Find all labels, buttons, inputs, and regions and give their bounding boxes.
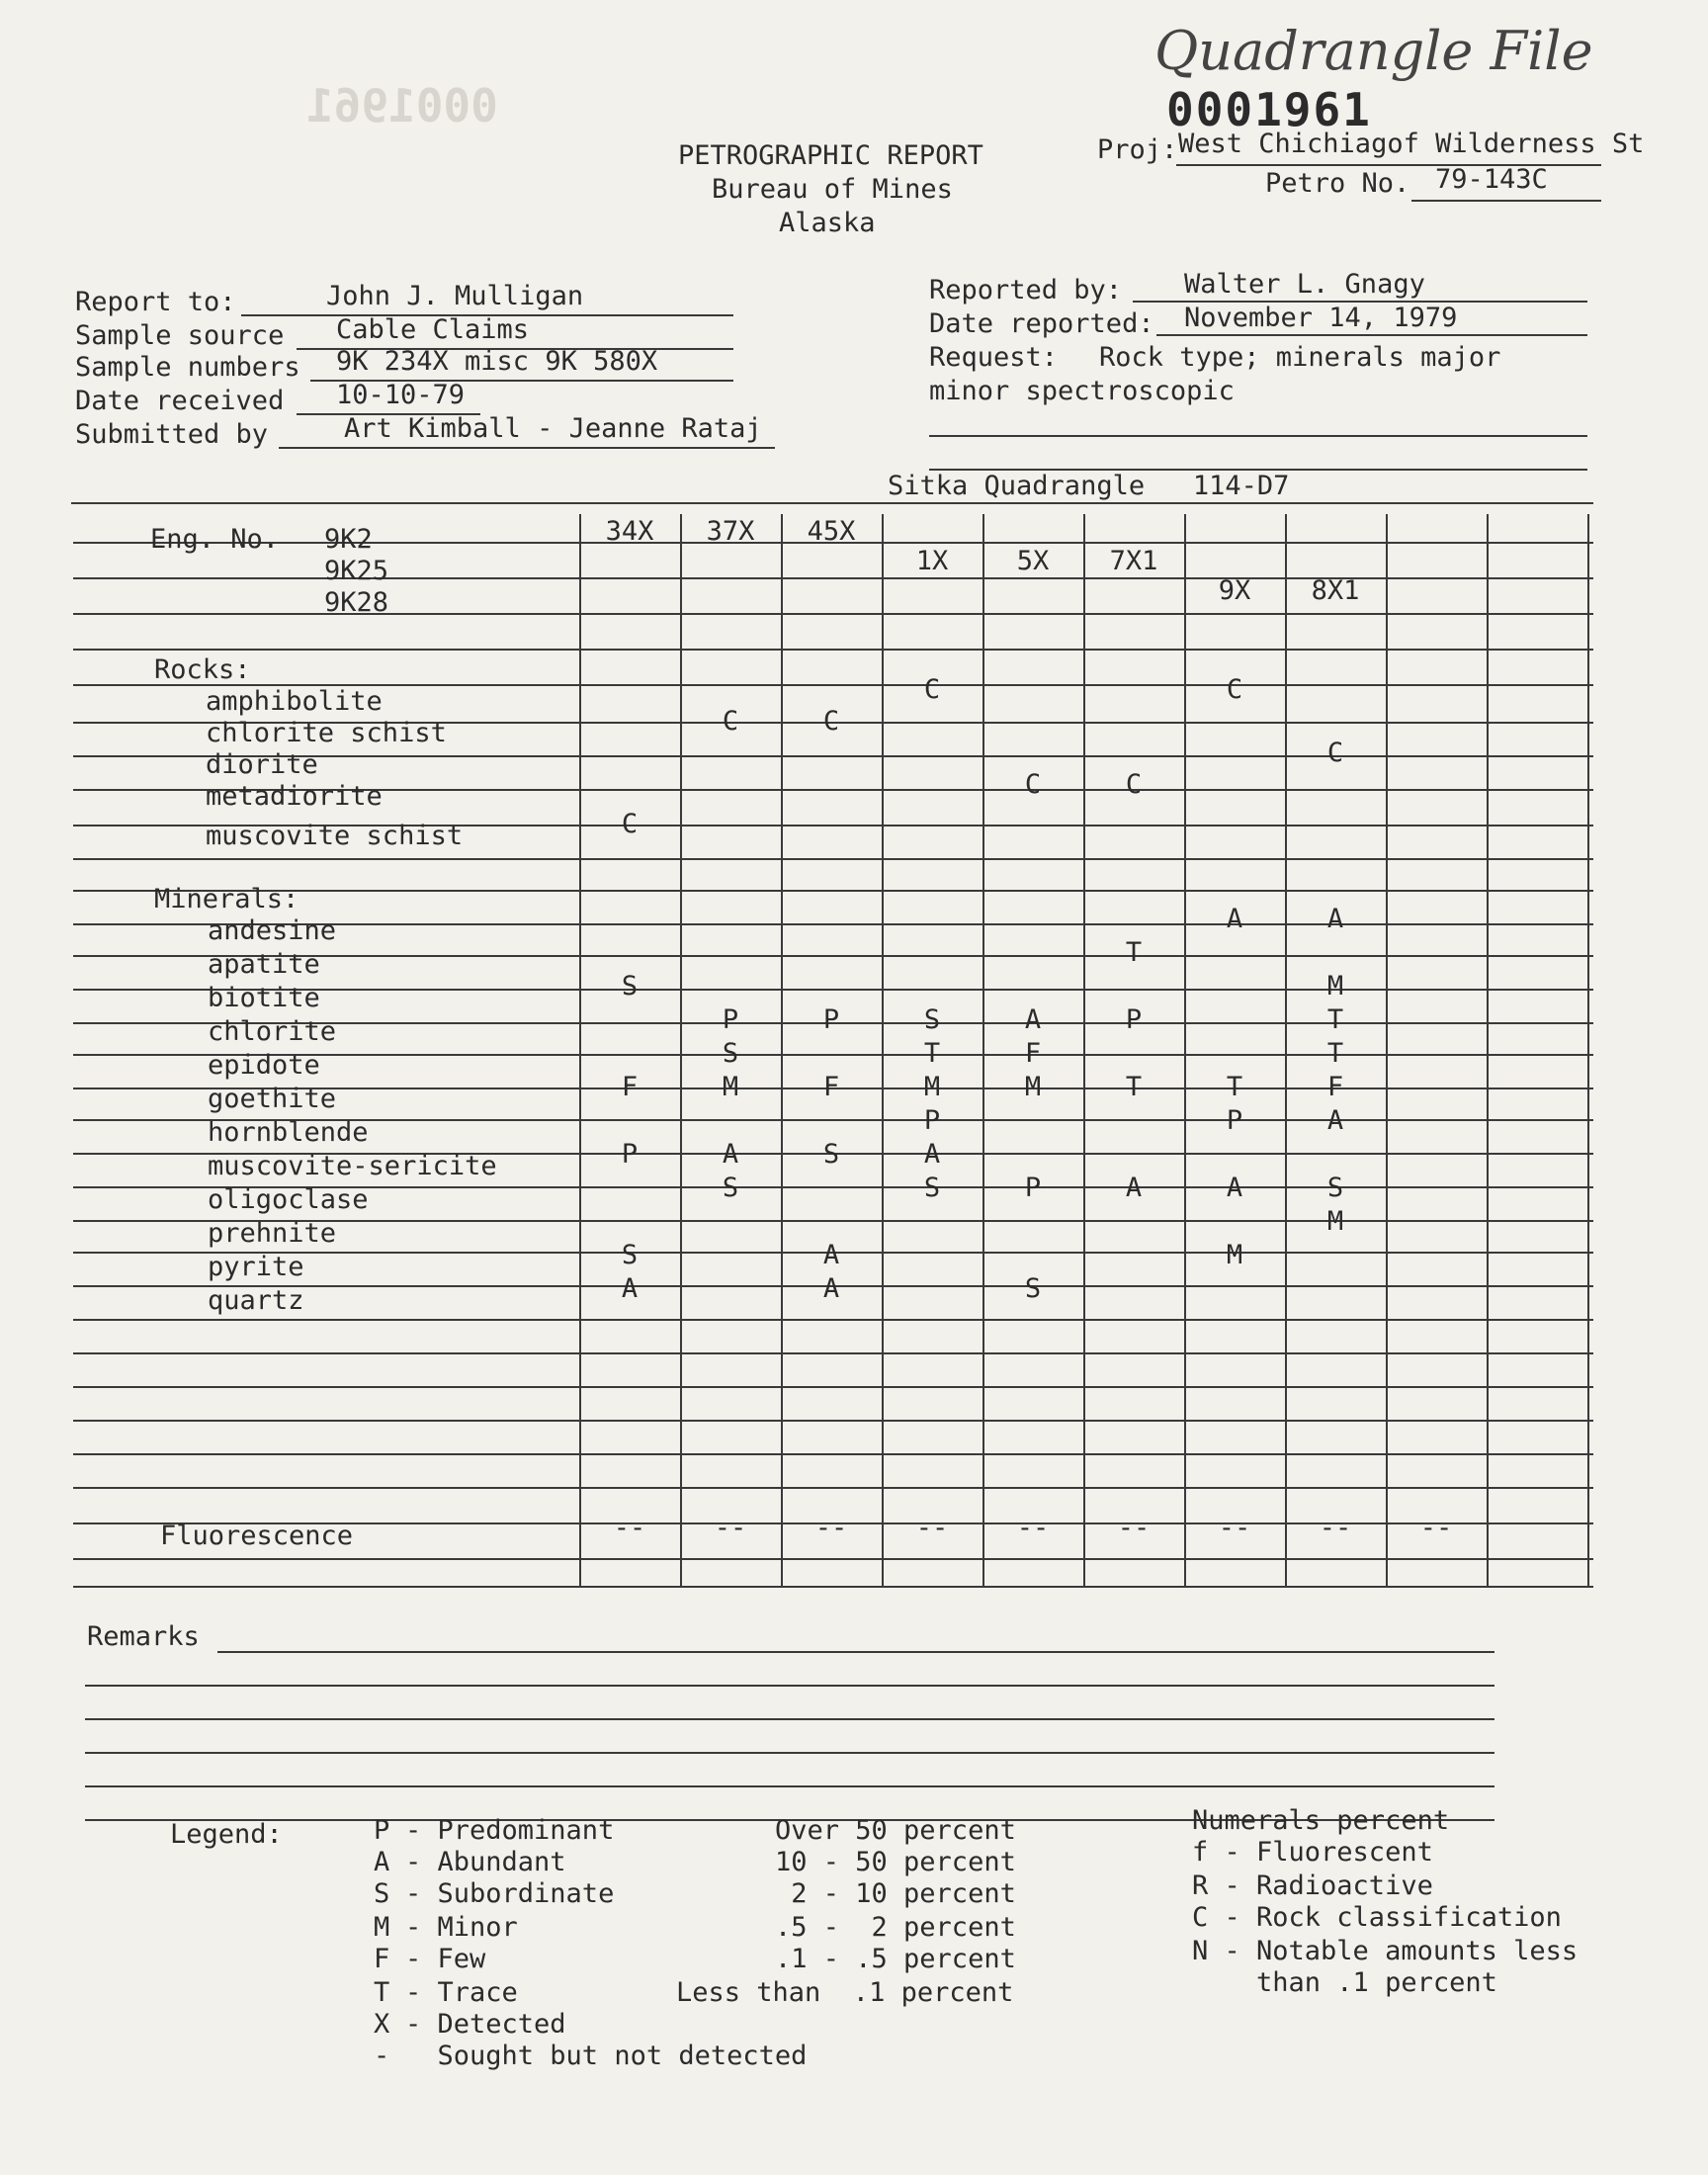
mineral-value: A <box>722 1139 739 1170</box>
petro-label: Petro No. <box>1265 168 1410 199</box>
field-underline <box>1156 334 1587 336</box>
sample-header: 7X1 <box>1109 546 1158 576</box>
row-line <box>73 613 1593 615</box>
document-number-stamp: 0001961 <box>1166 83 1372 136</box>
legend-code: A <box>374 1847 390 1877</box>
mineral-name: prehnite <box>208 1218 337 1249</box>
row-line <box>73 1453 1593 1455</box>
mineral-value: P <box>923 1105 941 1136</box>
remarks-line <box>85 1685 1494 1687</box>
legend-text: - Predominant <box>405 1815 615 1846</box>
legend-code: X <box>374 2009 390 2040</box>
eng-group: 9K25 <box>324 556 389 586</box>
mineral-value: P <box>621 1139 639 1170</box>
legend-range: Over 50 percent <box>775 1815 1016 1846</box>
mineral-value: M <box>923 1072 941 1102</box>
title-line-1: PETROGRAPHIC REPORT <box>678 140 983 171</box>
rock-value: C <box>1024 769 1042 800</box>
handwritten-note: Quadrangle File <box>1154 20 1593 82</box>
legend-note: R - Radioactive <box>1192 1870 1433 1901</box>
mineral-value: A <box>621 1273 639 1304</box>
mineral-name: goethite <box>208 1084 337 1114</box>
eng-group: 9K28 <box>324 587 389 618</box>
legend-text: - Trace <box>405 1977 518 2008</box>
mineral-value: P <box>1226 1105 1243 1136</box>
mineral-name: hornblende <box>208 1117 369 1148</box>
legend-note: Numerals percent <box>1192 1805 1450 1836</box>
legend-code: P <box>374 1815 390 1846</box>
mineral-name: andesine <box>208 915 337 946</box>
rock-value: C <box>621 809 639 839</box>
row-line <box>73 1386 1593 1388</box>
field-label: Sample source <box>75 320 285 351</box>
legend-text: Sought but not detected <box>405 2041 808 2071</box>
rock-value: C <box>1326 738 1344 768</box>
mineral-value: F <box>1326 1072 1344 1102</box>
field-label: Request: <box>929 342 1059 373</box>
field-label: Report to: <box>75 287 236 317</box>
mineral-value: T <box>1125 1072 1143 1102</box>
minerals-header: Minerals: <box>154 884 299 914</box>
rock-name: muscovite schist <box>206 821 464 851</box>
field-label: Date received <box>75 386 285 416</box>
mineral-value: A <box>1226 904 1243 934</box>
rock-value: C <box>822 706 840 737</box>
sample-header: 37X <box>706 516 755 547</box>
legend-label: Legend: <box>170 1819 283 1850</box>
fluorescence-value: -- <box>915 1513 949 1543</box>
mineral-value: F <box>1024 1038 1042 1069</box>
mineral-value: A <box>1125 1173 1143 1203</box>
column-line <box>1083 514 1085 1586</box>
column-line <box>1487 514 1489 1586</box>
mineral-value: T <box>1326 1004 1344 1035</box>
field-value: minor spectroscopic <box>929 376 1235 406</box>
remarks-line <box>217 1651 1494 1653</box>
rock-value: C <box>1125 769 1143 800</box>
remarks-label: Remarks <box>87 1621 200 1652</box>
field-underline <box>279 447 775 449</box>
remarks-line <box>85 1752 1494 1754</box>
mineral-value: S <box>1326 1173 1344 1203</box>
row-line <box>73 1319 1593 1321</box>
mineral-name: muscovite-sericite <box>208 1151 497 1181</box>
mineral-value: M <box>722 1072 739 1102</box>
mineral-value: S <box>621 1240 639 1270</box>
legend-text: - Abundant <box>405 1847 566 1877</box>
title-line-2: Bureau of Mines <box>712 174 953 205</box>
legend-note: f - Fluorescent <box>1192 1837 1433 1868</box>
fluorescence-value: -- <box>1419 1513 1453 1543</box>
field-label: Reported by: <box>929 275 1123 305</box>
field-underline <box>1133 301 1587 303</box>
mineral-name: quartz <box>208 1285 304 1316</box>
mineral-value: A <box>822 1240 840 1270</box>
mineral-value: A <box>1326 1105 1344 1136</box>
petro-underline <box>1411 200 1601 202</box>
rock-name: amphibolite <box>206 686 383 717</box>
mineral-value: A <box>1226 1173 1243 1203</box>
legend-range: 2 - 10 percent <box>775 1878 1016 1909</box>
field-value: Cable Claims <box>336 314 530 345</box>
column-line <box>1587 514 1589 1586</box>
bleed-through-number: 0001961 <box>306 79 498 132</box>
legend-range: 10 - 50 percent <box>775 1847 1016 1877</box>
title-line-3: Alaska <box>779 208 876 238</box>
row-line <box>71 502 1593 504</box>
rock-name: chlorite schist <box>206 718 447 748</box>
fluorescence-label: Fluorescence <box>160 1521 354 1551</box>
legend-note: C - Rock classification <box>1192 1902 1562 1933</box>
rock-value: C <box>923 674 941 705</box>
fluorescence-value: -- <box>1319 1513 1352 1543</box>
mineral-value: F <box>621 1072 639 1102</box>
legend-note: than .1 percent <box>1192 1967 1497 1998</box>
field-value: Art Kimball - Jeanne Rataj <box>344 413 762 444</box>
proj-label: Proj: <box>1097 134 1178 165</box>
field-label: Submitted by <box>75 419 269 450</box>
field-value: John J. Mulligan <box>326 281 584 311</box>
proj-value: West Chichiagof Wilderness St <box>1178 129 1645 159</box>
legend-code: M <box>374 1912 390 1943</box>
mineral-name: oligoclase <box>208 1184 369 1215</box>
mineral-value: S <box>722 1038 739 1069</box>
sample-header: 1X <box>915 546 949 576</box>
legend-text: - Subordinate <box>405 1878 615 1909</box>
eng-no-label: Eng. No. <box>150 524 280 555</box>
sample-header: 8X1 <box>1311 575 1360 606</box>
field-value: 10-10-79 <box>336 380 466 410</box>
sample-header: 9X <box>1218 575 1251 606</box>
sample-header: 34X <box>605 516 654 547</box>
legend-note: N - Notable amounts less <box>1192 1936 1579 1966</box>
column-line <box>579 514 581 1586</box>
fluorescence-value: -- <box>1016 1513 1050 1543</box>
legend-range: .5 - 2 percent <box>775 1912 1016 1943</box>
mineral-value: S <box>621 971 639 1001</box>
mineral-value: T <box>923 1038 941 1069</box>
fluorescence-value: -- <box>714 1513 747 1543</box>
mineral-value: A <box>1024 1004 1042 1035</box>
mineral-value: T <box>1226 1072 1243 1102</box>
fluorescence-value: -- <box>814 1513 848 1543</box>
mineral-value: A <box>822 1273 840 1304</box>
legend-text: - Detected <box>405 2009 566 2040</box>
field-value: Walter L. Gnagy <box>1184 269 1425 300</box>
remarks-line <box>85 1718 1494 1720</box>
fluorescence-value: -- <box>1218 1513 1251 1543</box>
legend-code: - <box>374 2041 390 2071</box>
rocks-header: Rocks: <box>154 654 251 685</box>
row-line <box>73 649 1593 651</box>
mineral-value: P <box>1024 1173 1042 1203</box>
legend-text: - Few <box>405 1944 486 1974</box>
legend-code: S <box>374 1878 390 1909</box>
mineral-name: apatite <box>208 949 320 980</box>
mineral-value: S <box>722 1173 739 1203</box>
legend-range: Less than .1 percent <box>676 1977 1014 2008</box>
remarks-line <box>85 1785 1494 1787</box>
legend-code: F <box>374 1944 390 1974</box>
field-value: November 14, 1979 <box>1184 303 1458 333</box>
row-line <box>73 1487 1593 1489</box>
mineral-value: A <box>923 1139 941 1170</box>
mineral-value: F <box>822 1072 840 1102</box>
field-label: Date reported: <box>929 308 1154 339</box>
column-line <box>1386 514 1388 1586</box>
sample-header: 45X <box>807 516 856 547</box>
legend-text: - Minor <box>405 1912 518 1943</box>
row-line <box>73 858 1593 860</box>
row-line <box>73 1420 1593 1422</box>
rock-name: diorite <box>206 749 318 780</box>
mineral-name: chlorite <box>208 1016 337 1047</box>
field-value: Rock type; minerals major <box>1099 342 1501 373</box>
row-line <box>73 1558 1593 1560</box>
fluorescence-value: -- <box>1117 1513 1151 1543</box>
mineral-value: P <box>822 1004 840 1035</box>
quadrangle-label: Sitka Quadrangle 114-D7 <box>888 471 1290 501</box>
rock-value: C <box>722 706 739 737</box>
sample-header: 5X <box>1016 546 1050 576</box>
mineral-name: pyrite <box>208 1252 304 1282</box>
eng-group: 9K2 <box>324 524 373 555</box>
field-value: 9K 234X misc 9K 580X <box>336 346 658 377</box>
mineral-name: biotite <box>208 983 320 1013</box>
petro-value: 79-143C <box>1435 164 1548 195</box>
fluorescence-value: -- <box>613 1513 646 1543</box>
mineral-value: T <box>1326 1038 1344 1069</box>
mineral-value: S <box>822 1139 840 1170</box>
mineral-value: M <box>1226 1240 1243 1270</box>
mineral-value: S <box>1024 1273 1042 1304</box>
mineral-value: T <box>1125 937 1143 968</box>
mineral-name: epidote <box>208 1050 320 1081</box>
mineral-value: A <box>1326 904 1344 934</box>
mineral-value: S <box>923 1173 941 1203</box>
column-line <box>781 514 783 1586</box>
field-underline <box>929 435 1587 437</box>
row-line <box>73 1352 1593 1354</box>
mineral-value: P <box>1125 1004 1143 1035</box>
rock-value: C <box>1226 674 1243 705</box>
mineral-value: M <box>1326 971 1344 1001</box>
mineral-value: S <box>923 1004 941 1035</box>
legend-range: .1 - .5 percent <box>775 1944 1016 1974</box>
mineral-value: P <box>722 1004 739 1035</box>
legend-code: T <box>374 1977 390 2008</box>
row-line <box>73 1586 1593 1588</box>
row-line <box>73 890 1593 892</box>
mineral-value: M <box>1326 1206 1344 1237</box>
field-label: Sample numbers <box>75 352 300 383</box>
rock-name: metadiorite <box>206 781 383 812</box>
mineral-value: M <box>1024 1072 1042 1102</box>
